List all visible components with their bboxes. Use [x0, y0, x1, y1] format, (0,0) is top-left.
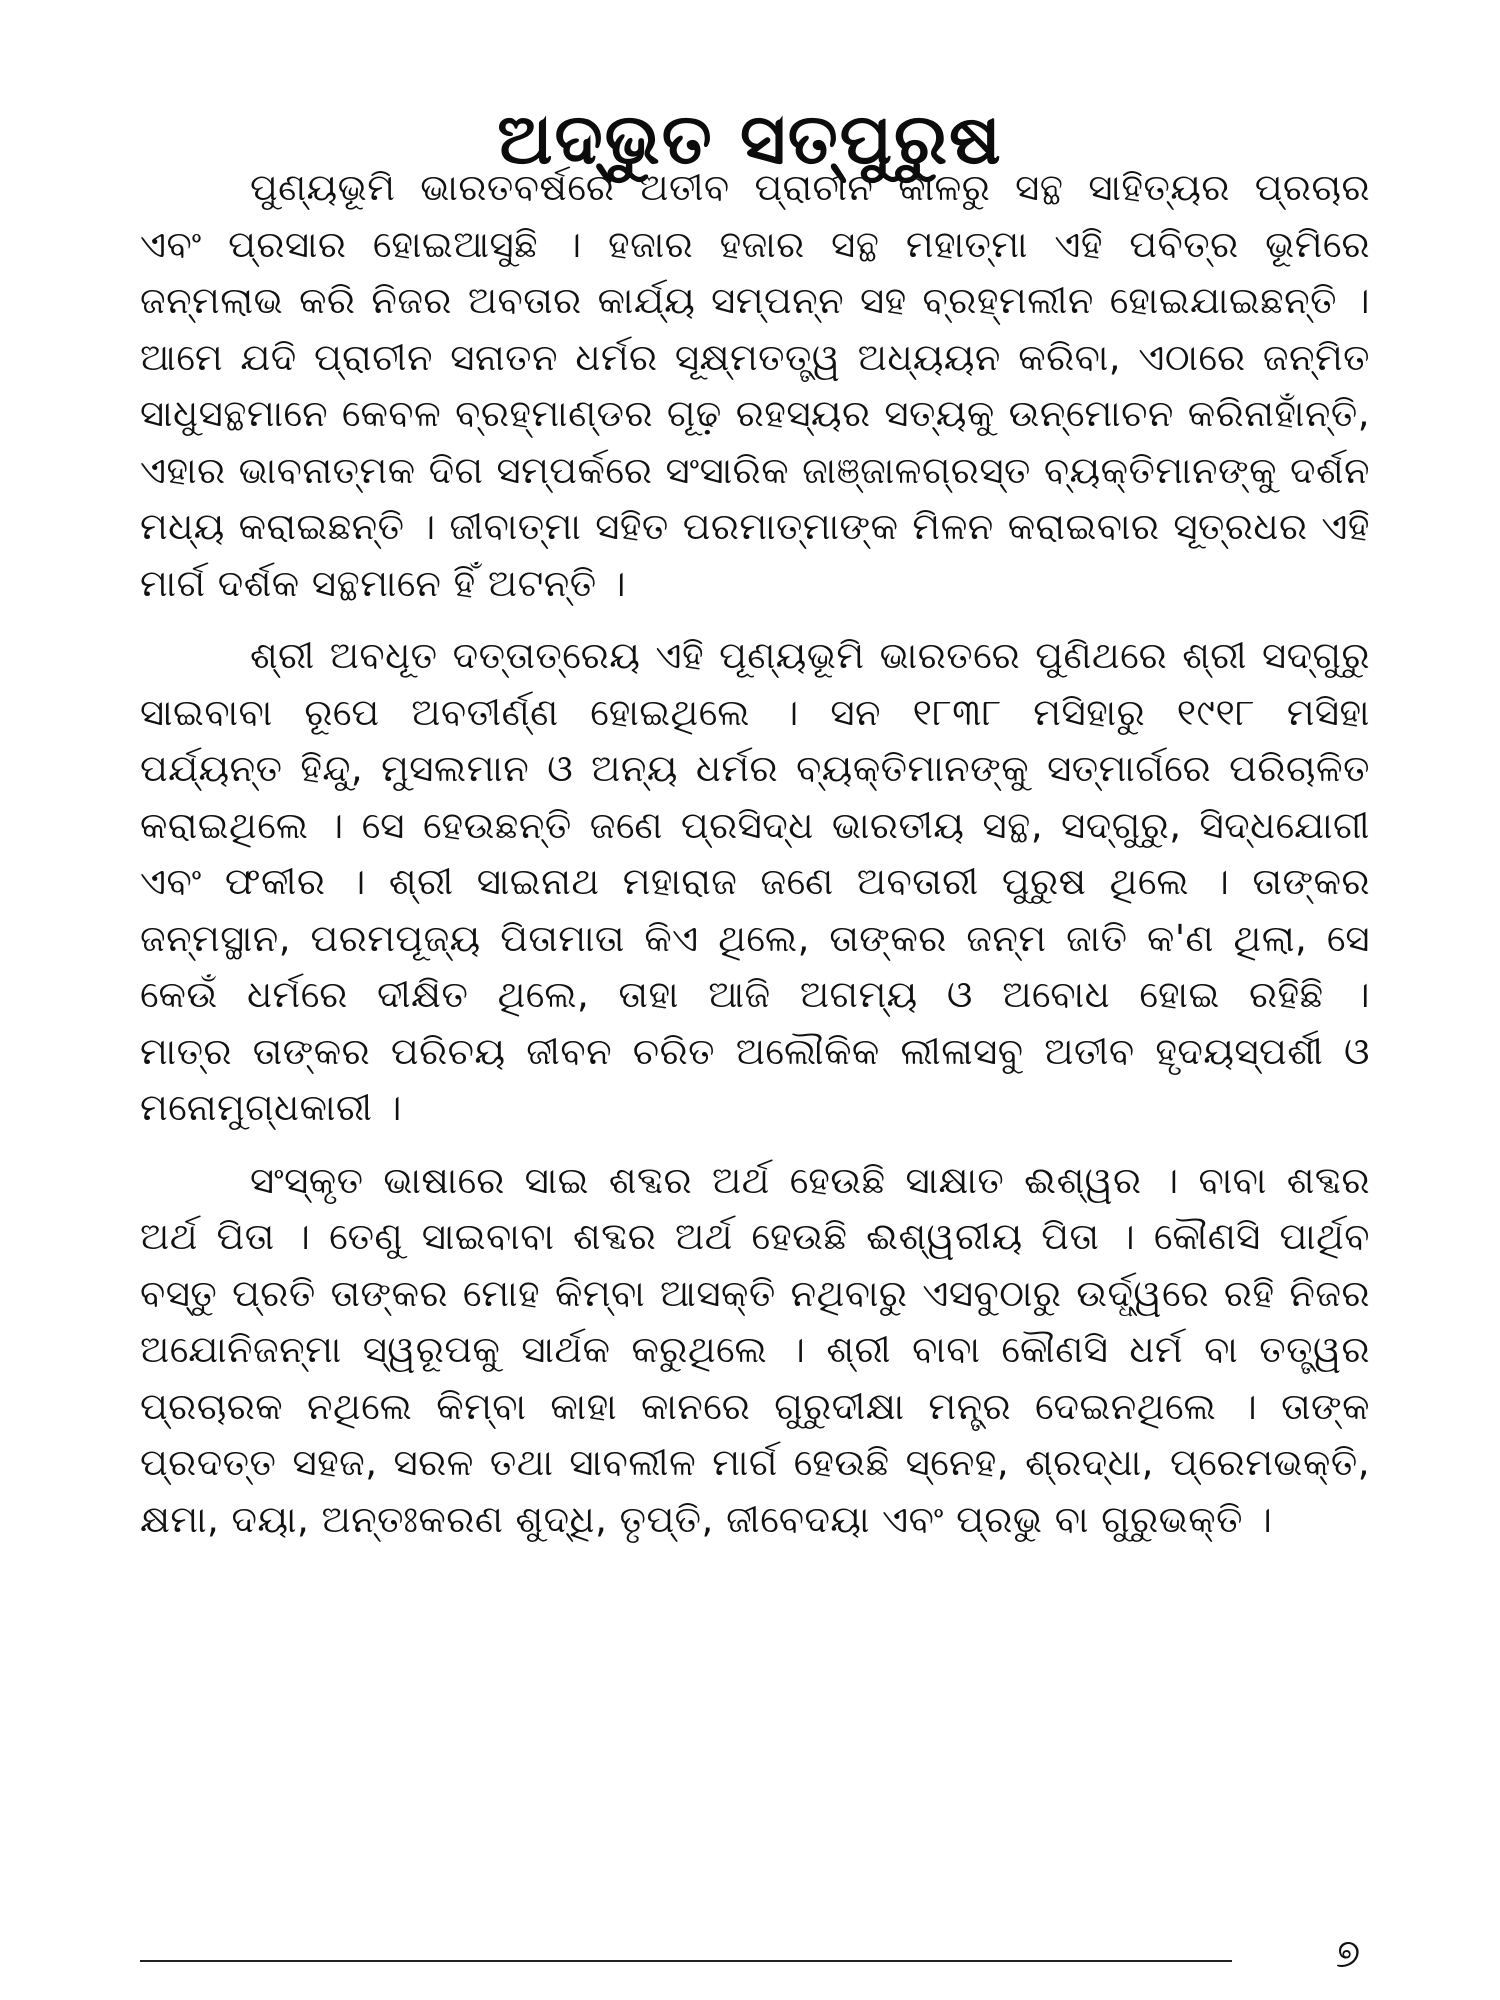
text-line: ସାଧୁସନ୍ଥମାନେ କେବଳ ବ୍ରହ୍ମାଣ୍ଡର ଗୂଢ଼ ରହସ୍ୟର ସତ୍ୟକୁ ଉନ୍ମୋଚନ କରିନାହାଁନ୍ତି,: [140, 392, 1370, 435]
page-number: ୭: [1335, 1931, 1361, 1977]
text-line: ପୁଣ୍ୟଭୂମି ଭାରତବର୍ଷରେ ଅତୀବ ପ୍ରାଚୀନ କାଳରୁ ସନ୍ଥ ସାହିତ୍ୟର ପ୍ରଚାର: [250, 166, 1370, 209]
text-line: ଏବଂ ଫକୀର । ଶ୍ରୀ ସାଇନାଥ ମହାରାଜ ଜଣେ ଅବତାରୀ ପୁରୁଷ ଥିଲେ । ତାଙ୍କର: [140, 860, 1370, 903]
text-line: ସାଇବାବା ରୂପେ ଅବତୀର୍ଣ୍ଣ ହୋଇଥିଲେ । ସନ ୧୮୩୮ ମସିହାରୁ ୧୯୧୮ ମସିହା: [140, 690, 1370, 734]
text-line: ପର୍ଯ୍ୟନ୍ତ ହିନ୍ଦୁ, ମୁସଲମାନ ଓ ଅନ୍ୟ ଧର୍ମର ବ୍ୟକ୍ତିମାନଙ୍କୁ ସତ୍‌ମାର୍ଗରେ ପରିଚାଳିତ: [140, 747, 1370, 790]
text-line: ମନୋମୁଗ୍ଧକାରୀ ।: [140, 1086, 402, 1129]
text-line: ଅଯୋନିଜନ୍ମା ସ୍ୱରୂପକୁ ସାର୍ଥକ କରୁଥିଲେ । ଶ୍ରୀ ବାବା କୌଣସି ଧର୍ମ ବା ତତ୍ତ୍ୱର: [140, 1328, 1370, 1371]
text-line: ମାର୍ଗ ଦର୍ଶକ ସନ୍ଥମାନେ ହିଁ ଅଟନ୍ତି ।: [140, 561, 627, 605]
paragraph-1: [140, 160, 1370, 612]
text-line: ଜନ୍ମସ୍ଥାନ, ପରମପୂଜ୍ୟ ପିତାମାତା କିଏ ଥିଲେ, ତାଙ୍କର ଜନ୍ମ ଜାତି କ'ଣ ଥିଲା, ସେ: [140, 916, 1370, 960]
page-title: ଅଦ୍ଭୁତ ସତ୍‌ପୁରୁଷ: [497, 97, 1003, 180]
text-line: ସଂସ୍କୃତ ଭାଷାରେ ସାଇ ଶବ୍ଦର ଅର୍ଥ ହେଉଛି ସାକ୍ଷାତ ଈଶ୍ୱର । ବାବା ଶବ୍ଦର: [250, 1158, 1370, 1202]
text-line: ପ୍ରଦତ୍ତ ସହଜ, ସରଳ ତଥା ସାବଲୀଳ ମାର୍ଗ ହେଉଛି ସ୍ନେହ, ଶ୍ରଦ୍ଧା, ପ୍ରେମଭକ୍ତି,: [140, 1441, 1370, 1484]
footer-divider: [140, 1960, 1232, 1962]
text-line: ଏହାର ଭାବନାତ୍ମକ ଦିଗ ସମ୍ପର୍କରେ ସଂସାରିକ ଜାଞ୍ଜାଳଗ୍ରସ୍ତ ବ୍ୟକ୍ତିମାନଙ୍କୁ ଦର୍ଶନ: [140, 448, 1370, 492]
text-line: ମଧ୍ୟ କରାଇଛନ୍ତି । ଜୀବାତ୍ମା ସହିତ ପରମାତ୍ମାଙ୍କ ମିଳନ କରାଇବାର ସୂତ୍ରଧର ଏହି: [140, 505, 1370, 548]
text-line: ବସ୍ତୁ ପ୍ରତି ତାଙ୍କର ମୋହ କିମ୍ବା ଆସକ୍ତି ନଥିବାରୁ ଏସବୁଠାରୁ ଉର୍ଦ୍ଧ୍ୱରେ ରହି ନିଜର: [140, 1271, 1370, 1315]
text-line: ଅର୍ଥ ପିତା । ତେଣୁ ସାଇବାବା ଶବ୍ଦର ଅର୍ଥ ହେଉଛି ଈଶ୍ୱରୀୟ ପିତା । କୌଣସି ପାର୍ଥିବ: [140, 1215, 1370, 1258]
text-line: କ୍ଷମା, ଦୟା, ଅନ୍ତଃକରଣ ଶୁଦ୍ଧି, ତୃପ୍ତି, ଜୀବେଦୟା ଏବଂ ପ୍ରଭୁ ବା ଗୁରୁଭକ୍ତି ।: [140, 1497, 1273, 1541]
paragraph-3: [140, 1153, 1370, 1549]
text-line: ପ୍ରଚାରକ ନଥିଲେ କିମ୍ବା କାହା କାନରେ ଗୁରୁଦୀକ୍ଷା ମନ୍ତ୍ର ଦେଇନଥିଲେ । ତାଙ୍କ: [140, 1384, 1370, 1428]
text-line: ମାତ୍ର ତାଙ୍କର ପରିଚୟ ଜୀବନ ଚରିତ ଅଲୌକିକ ଲୀଳାସବୁ ଅତୀବ ହୃଦୟସ୍ପର୍ଶୀ ଓ: [140, 1029, 1370, 1073]
text-line: କେଉଁ ଧର୍ମରେ ଦୀକ୍ଷିତ ଥିଲେ, ତାହା ଆଜି ଅଗମ୍ୟ ଓ ଅବୋଧ ହୋଇ ରହିଛି ।: [140, 973, 1370, 1016]
body-text: [140, 160, 1370, 1564]
paragraph-2: [140, 628, 1370, 1137]
text-line: କରାଇଥିଲେ । ସେ ହେଉଛନ୍ତି ଜଣେ ପ୍ରସିଦ୍ଧ ଭାରତୀୟ ସନ୍ଥ, ସଦ୍‌ଗୁରୁ, ସିଦ୍ଧଯୋଗୀ: [140, 803, 1370, 847]
text-line: ଜନ୍ମଲାଭ କରି ନିଜର ଅବତାର କାର୍ଯ୍ୟ ସମ୍ପନ୍ନ ସହ ବ୍ରହ୍ମଲୀନ ହୋଇଯାଇଛନ୍ତି ।: [140, 279, 1370, 322]
text-line: ଆମେ ଯଦି ପ୍ରାଚୀନ ସନାତନ ଧର୍ମର ସୂକ୍ଷ୍ମତତ୍ତ୍ୱ ଅଧ୍ୟୟନ କରିବା, ଏଠାରେ ଜନ୍ମିତ: [140, 335, 1370, 379]
text-line: ଶ୍ରୀ ଅବଧୂତ ଦତ୍ତାତ୍ରେୟ ଏହି ପୂଣ୍ୟଭୂମି ଭାରତରେ ପୁଣିଥରେ ଶ୍ରୀ ସଦ୍‌ଗୁରୁ: [250, 634, 1370, 677]
text-line: ଏବଂ ପ୍ରସାର ହୋଇଆସୁଛି । ହଜାର ହଜାର ସନ୍ଥ ମହାତ୍ମା ଏହି ପବିତ୍ର ଭୂମିରେ: [140, 222, 1370, 266]
